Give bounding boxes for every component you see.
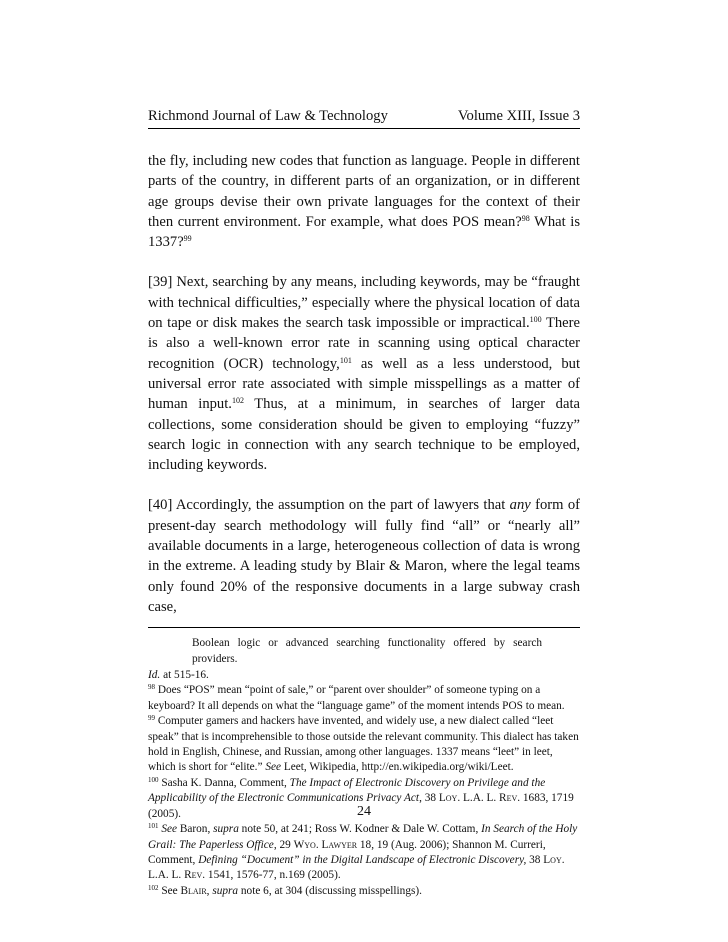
footnote-ref-99[interactable]: 99: [183, 234, 192, 244]
running-header: [148, 106, 580, 129]
paragraph-40: [40] Accordingly, the assumption on the part of lawyers that any form of present-day search methodology will fully find “all” or “nearly all” available documents in a large, heterogeneous collection of data is wrong in the extreme. A leading study by Blair & Maron, where the legal teams only found 20% of the responsive documents in a large subway crash case,: [148, 497, 580, 615]
footnote-ref-98[interactable]: 98: [521, 213, 530, 223]
page-number: 24: [357, 804, 371, 819]
footnotes: [148, 636, 580, 899]
footnote-ref-100[interactable]: 100: [529, 315, 542, 325]
volume-issue: Volume XIII, Issue 3: [457, 108, 580, 124]
journal-title: Richmond Journal of Law & Technology: [148, 108, 388, 124]
footnote-ref-101[interactable]: 101: [339, 355, 352, 365]
footnote-continuation: Boolean logic or advanced searching functionality offered by search providers.: [192, 637, 542, 665]
footnote-99: $^{99}$ Computer gamers and hackers have invented, and widely use, a new dialect called “leet speak” that is incomprehensible to those outside the relevant community. This dialect has taken hold in English, Chinese, and Russian, among other languages. 1337 means “leet” in leet, which is short for “elite.” See Leet, Wikipedia, http://en.wikipedia.org/wiki/Leet.: [148, 714, 579, 774]
footnote-100: $^{100}$ Sasha K. Danna, Comment, The Impact of Electronic Discovery on Privilege and the Applicability of the Electronic Communications Privacy Act, 38 Loy. L.A. L. Rev. 1683, 1719 (2005).: [148, 775, 574, 820]
footnote-ref-102[interactable]: 102: [231, 396, 244, 406]
document-page: [148, 106, 580, 899]
body-text: [148, 151, 580, 617]
paragraph-continued: the fly, including new codes that function as language. People in different parts of the country, in different parts of an organization, or in different age groups devise their own private languages for the context of their then current environment. For example, what does POS mean?$^{98}$ What is 1337?$^{99}$: [148, 153, 581, 251]
footnote-101: $^{101}$ See Baron, supra note 50, at 241; Ross W. Kodner & Dale W. Cottam, In Search of the Holy Grail: The Paperless Office, 29 Wyo. Lawyer 18, 19 (Aug. 2006); Shannon M. Curreri, Comment, Defining “Document” in the Digital Landscape of Electronic Discovery, 38 Loy. L.A. L. Rev. 1541, 1576-77, n.169 (2005).: [148, 822, 578, 882]
footnote-102: $^{102}$ See Blair, supra note 6, at 304 (discussing misspellings).: [148, 883, 422, 897]
footnote-id: Id. at 515-16.: [148, 669, 209, 682]
paragraph-39: [39] Next, searching by any means, including keywords, may be “fraught with technical difficulties,” especially where the physical location of data on tape or disk makes the search task impossible or impractical.$^{100}$ There is also a well-known error rate in scanning using optical character recognition (OCR) technology,$^{101}$ as well as a less understood, but universal error rate associated with simple misspellings as a matter of human input.$^{102}$ Thus, at a minimum, in searches of larger data collections, some consideration should be given to employing “fuzzy” search logic in connection with any search technique to be employed, including keywords.: [148, 274, 580, 474]
footnote-98: $^{98}$ Does “POS” mean “point of sale,” or “parent over shoulder” of someone typing on a keyboard? It all depends on what the “language game” of the moment intends POS to mean.: [148, 683, 565, 712]
footnote-divider: [148, 627, 580, 628]
